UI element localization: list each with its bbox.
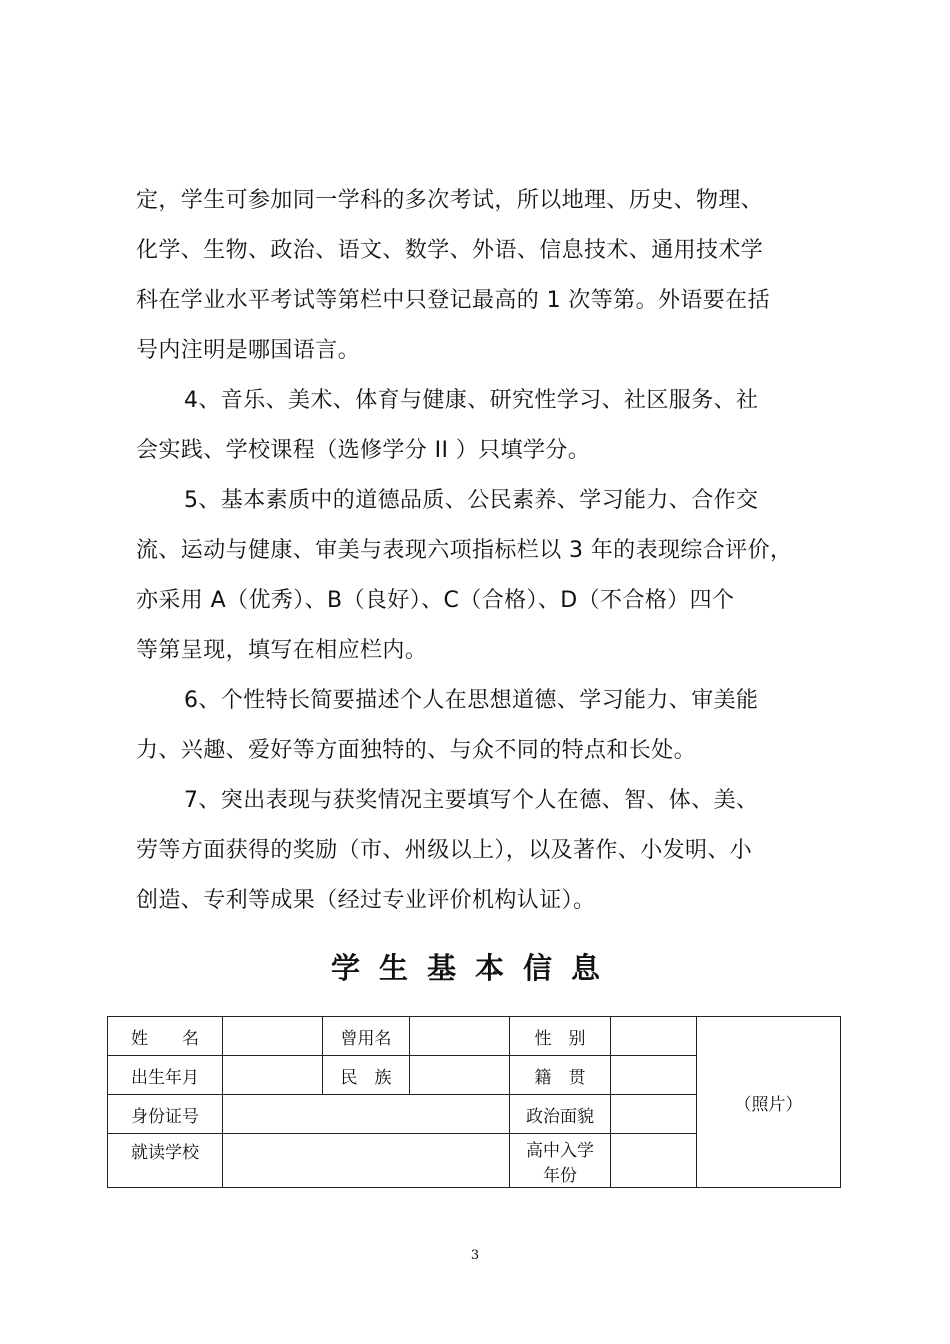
text-line: 4、音乐、美术、体育与健康、研究性学习、社区服务、社 (184, 388, 759, 413)
text-line: 力、兴趣、爱好等方面独特的、与众不同的特点和长处。 (136, 738, 697, 763)
text-line: 劳等方面获得的奖励（市、州级以上），以及著作、小发明、小 (136, 838, 753, 863)
entry-year-field[interactable] (611, 1134, 697, 1188)
text-line: 科在学业水平考试等第栏中只登记最高的 1 次等第。外语要在括 (136, 288, 770, 313)
entry-year-label-line1: 高中入学 (526, 1140, 594, 1161)
school-label: 就读学校 (108, 1134, 223, 1188)
text-line: 等第呈现，填写在相应栏内。 (136, 638, 428, 663)
text-line: 流、运动与健康、审美与表现六项指标栏以 3 年的表现综合评价， (136, 538, 793, 563)
text-line: 号内注明是哪国语言。 (136, 338, 361, 363)
text-line: 化学、生物、政治、语文、数学、外语、信息技术、通用技术学 (136, 238, 764, 263)
id-number-label: 身份证号 (108, 1095, 223, 1134)
former-name-field[interactable] (410, 1017, 510, 1056)
political-status-field[interactable] (611, 1095, 697, 1134)
text-line: 定，学生可参加同一学科的多次考试，所以地理、历史、物理、 (136, 188, 764, 213)
native-place-field[interactable] (611, 1056, 697, 1095)
text-line: 5、基本素质中的道德品质、公民素养、学习能力、合作交 (184, 488, 759, 513)
student-info-table (107, 1016, 841, 1188)
photo-cell[interactable]: （照片） (697, 1017, 841, 1188)
text-line: 会实践、学校课程（选修学分 II ）只填学分。 (136, 438, 591, 463)
former-name-label: 曾用名 (323, 1017, 410, 1056)
name-label: 姓 名 (108, 1017, 223, 1056)
birth-field[interactable] (223, 1056, 323, 1095)
id-number-field[interactable] (223, 1095, 510, 1134)
text-line: 6、个性特长简要描述个人在思想道德、学习能力、审美能 (184, 688, 759, 713)
page-number: 3 (470, 1248, 480, 1263)
gender-field[interactable] (611, 1017, 697, 1056)
name-field[interactable] (223, 1017, 323, 1056)
entry-year-label (510, 1134, 611, 1188)
text-line: 创造、专利等成果（经过专业评价机构认证）。 (136, 888, 596, 913)
political-status-label: 政治面貌 (510, 1095, 611, 1134)
ethnicity-field[interactable] (410, 1056, 510, 1095)
section-title: 学生基本信息 (330, 951, 619, 985)
entry-year-label-line2: 年份 (543, 1165, 577, 1186)
native-place-label: 籍 贯 (510, 1056, 611, 1095)
gender-label: 性 别 (510, 1017, 611, 1056)
instructions-body (136, 176, 836, 926)
school-field[interactable] (223, 1134, 510, 1188)
text-line: 7、突出表现与获奖情况主要填写个人在德、智、体、美、 (184, 788, 759, 813)
text-line: 亦采用 A（优秀）、B（良好）、C（合格）、D（不合格）四个 (136, 588, 735, 613)
ethnicity-label: 民 族 (323, 1056, 410, 1095)
birth-label: 出生年月 (108, 1056, 223, 1095)
